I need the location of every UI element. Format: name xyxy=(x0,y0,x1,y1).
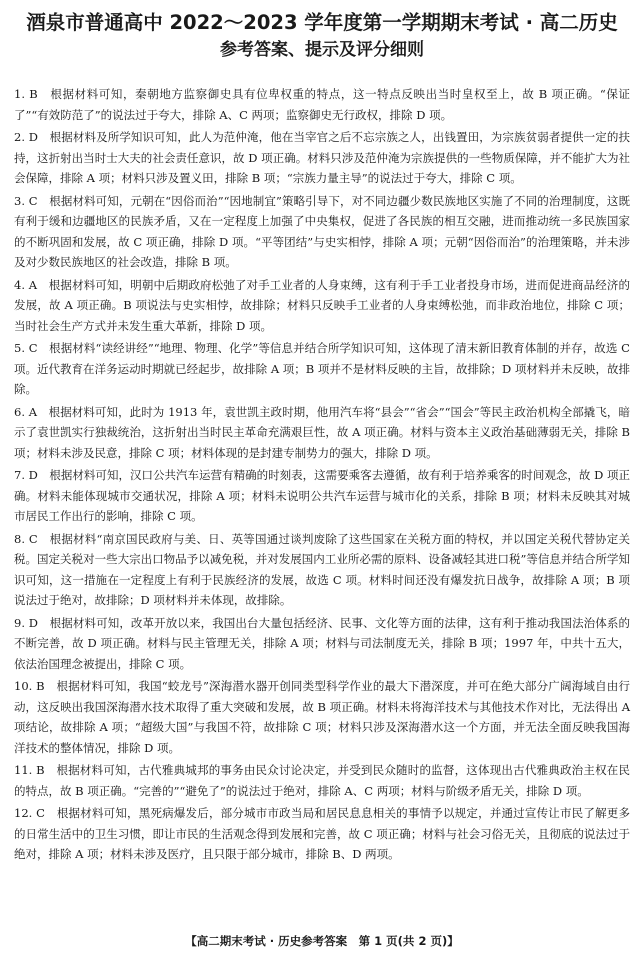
answer-item: 5. C 根据材料“读经讲经”“地理、物理、化学”等信息并结合所学知识可知，这体现了清末新旧教育体制的并存，故选 C 项。近代教育在洋务运动时期就已经起步，故排除 A 项；B 项并不是材料反映的主旨，故排除；D 项材料并未反映，故排除。 xyxy=(14,341,630,396)
answer-item: 4. A 根据材料可知，明朝中后期政府松弛了对手工业者的人身束缚，这有利于手工业者投身市场，进而促进商品经济的发展，故 A 项正确。B 项说法与史实相悖，故排除；材料只反映手工业者的人身束缚松弛，而非政治地位，排除 C 项；当时社会生产方式并未发生重大革新，排除 D 项。 xyxy=(14,277,630,333)
page-footer: 【高二期末考试 · 历史参考答案 第 1 页(共 2 页)】 xyxy=(185,934,459,948)
answer-item: 7. D 根据材料可知，汉口公共汽车运营有精确的时刻表，这需要乘客去遵循，故有利于培养乘客的时间观念，故 D 项正确。材料未能体现城市交通状况，排除 A 项；材料未说明公共汽车运营与城市化的关系，排除 B 项；材料未反映其对城市居民工作出行的影响，排除 C 项。 xyxy=(14,468,630,523)
answer-item: 1. B 根据材料可知，秦朝地方监察御史具有位卑权重的特点，这一特点反映出当时皇权至上，故 B 项正确。“保证了”“有效防范了”的说法过于夸大，排除 A、C 两项；监察御史无行政权，排除 D 项。 xyxy=(14,87,630,122)
answer-item: 12. C 根据材料可知，黑死病爆发后，部分城市市政当局和居民息息相关的事情予以规定，并通过宣传让市民了解更多的日常生活中的卫生习惯，即让市民的生活观念得到发展和完善，故 C 项正确；材料与社会习俗无关，且彻底的说法过于绝对，排除 A 项；材料未涉及医疗，且只限于部分城市，排除 B、D 两项。 xyxy=(14,806,630,861)
answer-item: 8. C 根据材料“南京国民政府与美、日、英等国通过谈判废除了这些国家在关税方面的特权，并以国定关税代替协定关税。国定关税对一些大宗出口物品予以减免税，并对发展国内工业所必需的原料、设备减轻其进口税”等信息并结合所学知识可知，这一措施在一定程度上有利于民族经济的发展，故选 C 项。材料时间还没有爆发抗日战争，故排除 A 项；B 项说法过于绝对，故排除；D 项材料并未体现，故排除。 xyxy=(14,531,630,607)
answer-item: 2. D 根据材料及所学知识可知，此人为范仲淹，他在当宰官之后不忘宗族之人，出钱置田，为宗族贫弱者提供一定的扶持，这折射出当时士大夫的社会责任意识，故 D 项正确。材料只涉及范仲淹为宗族提供的一些物质保障，并不能扩大为社会保障，排除 A 项；材料只涉及置义田，排除 B 项；“宗族力量主导”的说法过于夸大，排除 C 项。 xyxy=(14,130,630,185)
page-title: 酒泉市普通高中 2022～2023 学年度第一学期期末考试 · 高二历史 xyxy=(26,11,618,34)
answer-item: 10. B 根据材料可知，我国“蛟龙号”深海潜水器开创同类型科学作业的最大下潜深度，并可在绝大部分广阔海域自由行动，这反映出我国深海潜水技术取得了重大突破和发展，故 B 项正确。材料未将海洋技术与其他技术作对比，无法得出 A 项结论，故排除 A 项；“超级大国”与我国不符，故排除 C 项；材料只涉及深海潜水这一个方面，并无法全面反映我国海洋技术的整体情况，排除 D 项。 xyxy=(14,679,630,755)
answer-item: 9. D 根据材料可知，改革开放以来，我国出台大量包括经济、民事、文化等方面的法律，这有利于推动我国法治体系的不断完善，故 D 项正确。材料与民主管理无关，排除 A 项；材料与司法制度无关，排除 B 项；1997 年，中共十五大，依法治国理念被提出，排除 C 项。 xyxy=(14,615,630,671)
answer-item: 3. C 根据材料可知，元朝在“因俗而治”“因地制宜”策略引导下，对不同边疆少数民族地区实施了不同的治理制度，这既有利于缓和边疆地区的民族矛盾，又在一定程度上加强了中央集权，促进了各民族的相互交融，进而推动统一多民族国家的不断巩固和发展，故 C 项正确，排除 D 项。“平等团结”与史实相悖，排除 A 项；元朝“因俗而治”的治理策略，并未涉及对少数民族地区的社会改造，排除 B 项。 xyxy=(14,193,630,269)
page-subtitle: 参考答案、提示及评分细则 xyxy=(220,40,424,60)
answer-list xyxy=(14,84,630,865)
answer-item: 6. A 根据材料可知，此时为 1913 年，袁世凯主政时期，他用汽车将“县会”“省会”“国会”等民主政治机构全部撬飞，暗示了袁世凯实行独裁统治，这折射出当时民主革命充满艰巨性，故 A 项正确。材料与资本主义政治基础薄弱无关，排除 B 项；材料未涉及民意，排除 C 项；材料体现的是封建专制势力的强大，排除 D 项。 xyxy=(14,404,630,460)
answer-item: 11. B 根据材料可知，古代雅典城邦的事务由民众讨论决定，并受到民众随时的监督，这体现出古代雅典政治主权在民的特点，故 B 项正确。“完善的”“避免了”的说法过于绝对，排除 A、C 两项；材料与阶级矛盾无关，排除 D 项。 xyxy=(14,763,630,798)
